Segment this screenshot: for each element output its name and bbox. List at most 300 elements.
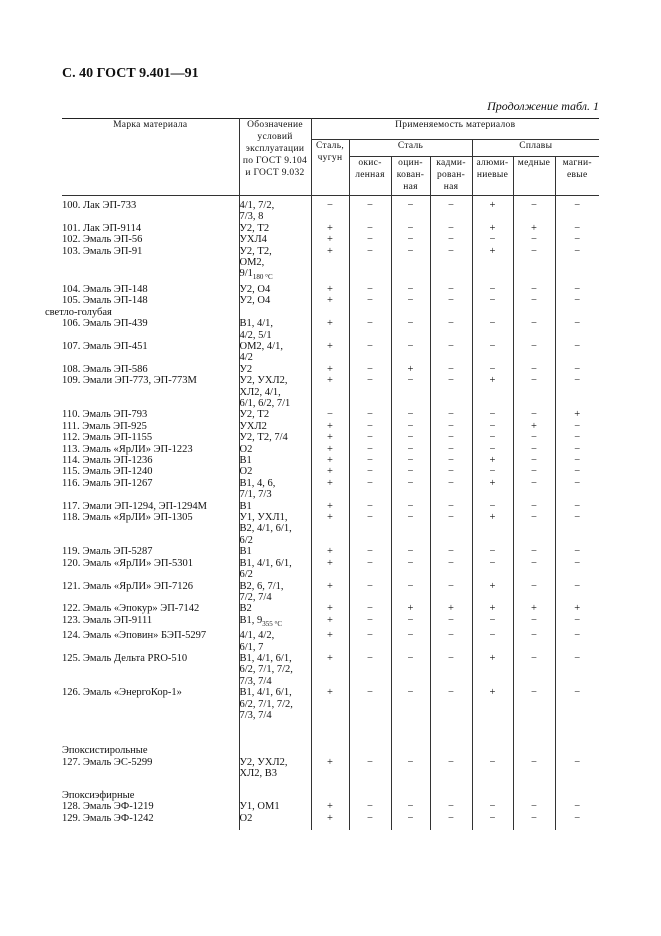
applicability-mark: −: [574, 687, 581, 699]
applicability-mark: −: [472, 295, 513, 318]
applicability-mark: −: [430, 364, 472, 375]
condition-line: У2, УХЛ2,: [239, 375, 288, 387]
applicability-mark: +: [311, 234, 349, 245]
spacer-cell: [311, 824, 349, 830]
material-name: [62, 432, 239, 443]
applicability-mark: −: [472, 813, 513, 824]
condition-line: ОМ2, 4/1,: [239, 340, 283, 352]
empty-cell: [239, 790, 311, 801]
applicability-mark: −: [349, 757, 391, 780]
applicability-mark: +: [311, 466, 349, 477]
applicability-mark: −: [391, 295, 430, 318]
empty-cell: [349, 790, 391, 801]
applicability-mark: +: [311, 813, 349, 824]
applicability-mark: −: [513, 409, 555, 420]
applicability-mark: −: [574, 245, 581, 257]
table-row: [62, 196, 599, 223]
conditions-cell: [239, 318, 311, 341]
conditions-cell: [239, 444, 311, 455]
material-name-text: 121. Эмаль «ЯрЛИ» ЭП-7126: [62, 580, 194, 592]
condition-line: В1: [239, 455, 252, 467]
group-title: Эпоксиэфирные: [62, 790, 239, 801]
page-title: С. 40 ГОСТ 9.401—91: [62, 66, 199, 81]
applicability-mark: −: [472, 432, 513, 443]
table-row: [62, 341, 599, 364]
applicability-mark: +: [311, 546, 349, 557]
material-name: [62, 801, 239, 812]
applicability-mark: −: [430, 196, 472, 223]
applicability-mark: −: [430, 630, 472, 653]
applicability-mark: −: [574, 443, 581, 455]
table-row: [62, 478, 599, 501]
condition-line: 4/1, 4/2,: [239, 630, 275, 642]
applicability-mark: +: [472, 603, 513, 614]
applicability-mark: +: [430, 603, 472, 614]
empty-cell: [555, 745, 599, 756]
empty-cell: [311, 790, 349, 801]
table-row: [62, 432, 599, 443]
applicability-mark: −: [391, 234, 430, 245]
applicability-mark: −: [574, 432, 581, 444]
applicability-mark: +: [311, 455, 349, 466]
applicability-mark: −: [391, 630, 430, 653]
applicability-mark: +: [311, 630, 349, 653]
material-name-text: 126. Эмаль «ЭнергоКор-1»: [62, 687, 182, 699]
empty-cell: [513, 745, 555, 756]
applicability-mark: −: [513, 757, 555, 780]
applicability-mark: −: [349, 546, 391, 557]
material-name-text: 129. Эмаль ЭФ-1242: [62, 812, 154, 824]
header-aluminum: алюми-ниевые: [472, 157, 513, 196]
material-name-text: 116. Эмаль ЭП-1267: [62, 477, 153, 489]
conditions-cell: [239, 341, 311, 364]
applicability-mark: −: [430, 546, 472, 557]
table-row: [62, 603, 599, 614]
applicability-mark: −: [349, 478, 391, 501]
applicability-mark: −: [513, 196, 555, 223]
table-row: [62, 813, 599, 824]
applicability-mark: −: [574, 455, 581, 467]
applicability-mark: +: [472, 246, 513, 284]
empty-cell: [311, 745, 349, 756]
applicability-mark: −: [349, 234, 391, 245]
applicability-mark: +: [311, 757, 349, 780]
table-row: [62, 284, 599, 295]
header-steel: Сталь: [349, 140, 472, 157]
spacer-cell: [472, 721, 513, 745]
applicability-mark: −: [574, 477, 581, 489]
material-name-text: 105. Эмаль ЭП-148: [62, 295, 148, 307]
applicability-mark: −: [472, 341, 513, 364]
conditions-cell: [239, 630, 311, 653]
applicability-mark: −: [349, 295, 391, 318]
applicability-mark: −: [349, 603, 391, 614]
applicability-mark: −: [430, 813, 472, 824]
applicability-mark: −: [349, 196, 391, 223]
material-name: [62, 234, 239, 245]
condition-line: 7/3, 8: [239, 211, 264, 223]
applicability-mark: −: [430, 466, 472, 477]
applicability-mark: −: [311, 409, 349, 420]
table-row: [62, 375, 599, 409]
condition-line: 6/2, 7/1, 7/2,: [239, 664, 293, 676]
applicability-mark: −: [574, 500, 581, 512]
table-row: [62, 501, 599, 512]
empty-cell: [555, 790, 599, 801]
applicability-mark: +: [472, 196, 513, 223]
applicability-mark: −: [349, 444, 391, 455]
spacer-cell: [472, 780, 513, 790]
condition-line: 6/1, 6/2, 7/1: [239, 398, 291, 409]
spacer-cell: [62, 721, 239, 745]
condition-line: В1, 4/1, 6/1,: [239, 687, 292, 699]
applicability-mark: −: [349, 432, 391, 443]
applicability-mark: −: [391, 223, 430, 234]
condition-line: 4/1, 7/2,: [239, 200, 275, 211]
applicability-mark: +: [311, 501, 349, 512]
applicability-mark: −: [391, 318, 430, 341]
applicability-mark: +: [472, 223, 513, 234]
applicability-mark: −: [430, 558, 472, 581]
conditions-cell: [239, 466, 311, 477]
condition-line: У2, Т2,: [239, 245, 272, 257]
spacer-cell: [62, 824, 239, 830]
applicability-mark: −: [430, 234, 472, 245]
applicability-mark: −: [513, 615, 555, 631]
applicability-mark: +: [472, 687, 513, 721]
applicability-mark: −: [349, 318, 391, 341]
table-row: [62, 234, 599, 245]
spacer-cell: [513, 780, 555, 790]
applicability-mark: −: [430, 444, 472, 455]
condition-line: У1, УХЛ1,: [239, 512, 288, 524]
material-name-text: 112. Эмаль ЭП-1155: [62, 432, 153, 444]
condition-line: В2, 4/1, 6/1,: [239, 523, 292, 535]
applicability-mark: −: [430, 284, 472, 295]
table-row: [62, 558, 599, 581]
condition-line: [240, 615, 311, 631]
conditions-cell: [239, 432, 311, 443]
material-name-text: 100. Лак ЭП-733: [62, 200, 137, 211]
empty-cell: [513, 790, 555, 801]
applicability-mark: +: [311, 581, 349, 604]
applicability-mark: +: [513, 603, 555, 614]
applicability-mark: −: [349, 466, 391, 477]
applicability-mark: −: [574, 283, 581, 295]
applicability-mark: +: [472, 455, 513, 466]
spacer-cell: [391, 824, 430, 830]
material-name: [62, 341, 239, 364]
table-row: [62, 421, 599, 432]
condition-line: ОМ2,: [239, 257, 265, 269]
applicability-mark: −: [574, 295, 581, 307]
spacer-cell: [513, 721, 555, 745]
applicability-mark: −: [574, 546, 581, 558]
conditions-cell: [239, 196, 311, 223]
empty-cell: [472, 745, 513, 756]
material-name: [62, 284, 239, 295]
conditions-cell: [239, 478, 311, 501]
applicability-mark: −: [574, 420, 581, 432]
applicability-mark: −: [574, 512, 581, 524]
table-row: [62, 455, 599, 466]
header-magnesium: магни-евые: [562, 158, 592, 180]
condition-line: О2: [239, 443, 253, 455]
applicability-mark: −: [391, 501, 430, 512]
condition-line: У2, Т2: [239, 222, 270, 234]
applicability-mark: −: [513, 501, 555, 512]
conditions-cell: [239, 813, 311, 824]
spacer-cell: [513, 824, 555, 830]
header-material: Марка материала: [62, 119, 239, 196]
applicability-mark: +: [311, 364, 349, 375]
table-row: [62, 546, 599, 557]
material-name-text: 124. Эмаль «Эповин» БЭП-5297: [62, 630, 207, 642]
applicability-mark: −: [349, 512, 391, 546]
material-name-text: 106. Эмаль ЭП-439: [62, 318, 148, 330]
condition-line: О2: [239, 812, 253, 824]
conditions-cell: [239, 546, 311, 557]
applicability-mark: +: [574, 603, 581, 615]
conditions-cell: [239, 757, 311, 780]
applicability-mark: +: [391, 603, 430, 614]
applicability-mark: −: [349, 223, 391, 234]
applicability-mark: −: [574, 375, 581, 387]
spacer-cell: [430, 780, 472, 790]
material-name: [62, 558, 239, 581]
material-name: [62, 478, 239, 501]
applicability-mark: −: [391, 512, 430, 546]
header-cadmium: кадми-рован-ная: [430, 157, 472, 196]
applicability-mark: −: [513, 432, 555, 443]
material-name-text: 104. Эмаль ЭП-148: [62, 283, 148, 295]
material-name-text: 123. Эмаль ЭП-9111: [62, 614, 153, 626]
applicability-mark: −: [349, 375, 391, 409]
applicability-mark: −: [349, 246, 391, 284]
condition-line: У2, О4: [239, 295, 271, 307]
applicability-mark: +: [311, 512, 349, 546]
spacer-cell: [555, 780, 599, 790]
applicability-mark: −: [574, 466, 581, 478]
material-name: [62, 223, 239, 234]
table-row: [62, 409, 599, 420]
condition-line: 7/3, 7/4: [239, 675, 272, 687]
group-title-row: [62, 790, 599, 801]
applicability-mark: −: [430, 455, 472, 466]
material-name-text: 101. Лак ЭП-9114: [62, 222, 142, 234]
table-continuation-label: Продолжение табл. 1: [487, 99, 599, 113]
conditions-cell: [239, 223, 311, 234]
applicability-mark: −: [472, 501, 513, 512]
applicability-mark: −: [574, 234, 581, 246]
applicability-mark: −: [513, 364, 555, 375]
applicability-mark: +: [311, 603, 349, 614]
applicability-mark: −: [430, 653, 472, 687]
spacer-cell: [391, 780, 430, 790]
header-alloys: Сплавы: [472, 140, 599, 157]
applicability-mark: +: [472, 581, 513, 604]
applicability-mark: −: [349, 581, 391, 604]
table-row: [62, 615, 599, 631]
applicability-mark: −: [430, 246, 472, 284]
spacer-cell: [62, 780, 239, 790]
applicability-mark: −: [513, 318, 555, 341]
applicability-mark: −: [391, 757, 430, 780]
condition-line: [240, 268, 311, 284]
applicability-mark: −: [574, 614, 581, 626]
applicability-mark: −: [391, 687, 430, 721]
applicability-mark: −: [574, 318, 581, 330]
conditions-cell: [239, 295, 311, 318]
applicability-mark: +: [472, 512, 513, 546]
applicability-mark: −: [391, 558, 430, 581]
applicability-mark: −: [391, 813, 430, 824]
applicability-mark: −: [472, 615, 513, 631]
conditions-cell: [239, 603, 311, 614]
condition-line: О2: [239, 466, 253, 478]
applicability-mark: −: [513, 801, 555, 812]
table-row: [62, 630, 599, 653]
applicability-mark: −: [574, 630, 581, 642]
spacer-cell: [430, 824, 472, 830]
condition-line: УХЛ4: [239, 234, 267, 246]
applicability-mark: −: [391, 341, 430, 364]
header-applicability: Применяемость материалов: [311, 119, 599, 140]
applicability-mark: −: [430, 295, 472, 318]
applicability-mark: −: [391, 615, 430, 631]
applicability-mark: −: [311, 196, 349, 223]
condition-line: В1, 9: [239, 614, 263, 626]
spacer-cell: [555, 721, 599, 745]
spacer-cell: [311, 721, 349, 745]
applicability-mark: −: [574, 653, 581, 665]
applicability-mark: −: [513, 284, 555, 295]
applicability-mark: +: [311, 801, 349, 812]
applicability-mark: −: [472, 466, 513, 477]
applicability-mark: −: [430, 421, 472, 432]
condition-line: У2, Т2: [239, 409, 270, 421]
applicability-mark: +: [311, 444, 349, 455]
condition-line: В2, 6, 7/1,: [239, 580, 284, 592]
applicability-mark: −: [472, 558, 513, 581]
material-name-text: 113. Эмаль «ЯрЛИ» ЭП-1223: [62, 443, 193, 455]
spacer-row: [62, 824, 599, 830]
applicability-mark: −: [513, 466, 555, 477]
condition-line: У2, О4: [239, 283, 271, 295]
applicability-mark: −: [513, 558, 555, 581]
applicability-mark: −: [349, 284, 391, 295]
condition-line: В2: [239, 603, 252, 615]
table-row: [62, 318, 599, 341]
applicability-mark: −: [574, 340, 581, 352]
applicability-mark: −: [472, 444, 513, 455]
applicability-mark: −: [391, 409, 430, 420]
condition-line: 9/1: [239, 268, 253, 280]
condition-line: 7/3, 7/4: [239, 710, 272, 722]
conditions-cell: [239, 234, 311, 245]
material-name: [62, 196, 239, 223]
material-name-text: 107. Эмаль ЭП-451: [62, 340, 148, 352]
material-name-text: 119. Эмаль ЭП-5287: [62, 546, 153, 558]
applicability-mark: −: [349, 801, 391, 812]
applicability-mark: −: [430, 757, 472, 780]
condition-line: У2: [239, 363, 253, 375]
applicability-mark: −: [574, 557, 581, 569]
material-name: [62, 603, 239, 614]
table-row: [62, 801, 599, 812]
applicability-mark: +: [472, 653, 513, 687]
applicability-mark: −: [472, 234, 513, 245]
applicability-mark: −: [391, 801, 430, 812]
applicability-mark: −: [391, 581, 430, 604]
applicability-mark: +: [311, 284, 349, 295]
applicability-mark: −: [430, 318, 472, 341]
applicability-mark: −: [391, 432, 430, 443]
material-name-text: 120. Эмаль «ЯрЛИ» ЭП-5301: [62, 557, 194, 569]
material-name: [62, 546, 239, 557]
applicability-mark: −: [430, 687, 472, 721]
header-oxidized: окис-ленная: [349, 157, 391, 196]
applicability-mark: +: [513, 421, 555, 432]
applicability-mark: +: [311, 421, 349, 432]
applicability-mark: −: [574, 200, 581, 211]
material-name-text: 115. Эмаль ЭП-1240: [62, 466, 153, 478]
applicability-mark: −: [391, 284, 430, 295]
applicability-mark: +: [311, 653, 349, 687]
applicability-mark: −: [472, 364, 513, 375]
condition-line: В1, 4/1, 6/1,: [239, 557, 292, 569]
applicability-mark: −: [349, 630, 391, 653]
empty-cell: [349, 745, 391, 756]
applicability-mark: −: [349, 455, 391, 466]
applicability-mark: −: [430, 501, 472, 512]
condition-line: В1, 4/1, 6/1,: [239, 653, 292, 665]
material-name: [45, 295, 239, 318]
condition-line: 6/2: [239, 569, 253, 581]
applicability-mark: −: [391, 653, 430, 687]
applicability-mark: +: [574, 409, 581, 421]
applicability-mark: −: [391, 455, 430, 466]
applicability-mark: −: [430, 432, 472, 443]
applicability-mark: −: [513, 687, 555, 721]
applicability-mark: −: [349, 813, 391, 824]
conditions-cell: [239, 512, 311, 546]
header-galvanized: оцин-кован-ная: [391, 157, 430, 196]
empty-cell: [239, 745, 311, 756]
applicability-mark: −: [349, 558, 391, 581]
conditions-cell: [239, 421, 311, 432]
condition-line: УХЛ2: [239, 420, 267, 432]
applicability-mark: −: [430, 512, 472, 546]
applicability-mark: −: [574, 801, 581, 813]
material-name: [62, 813, 239, 824]
applicability-mark: −: [513, 234, 555, 245]
condition-line: 6/2: [239, 534, 253, 546]
conditions-cell: [239, 284, 311, 295]
material-name-text: 102. Эмаль ЭП-56: [62, 234, 143, 246]
applicability-mark: −: [513, 581, 555, 604]
table-row: [62, 512, 599, 546]
materials-table: [45, 118, 599, 830]
condition-subscript: 180 °С: [252, 273, 273, 282]
applicability-mark: +: [311, 318, 349, 341]
applicability-mark: −: [513, 546, 555, 557]
applicability-mark: +: [311, 478, 349, 501]
conditions-cell: [239, 558, 311, 581]
material-name-text: 125. Эмаль Дельта PRO-510: [62, 653, 188, 665]
table-row: [62, 653, 599, 687]
table-row: [62, 581, 599, 604]
